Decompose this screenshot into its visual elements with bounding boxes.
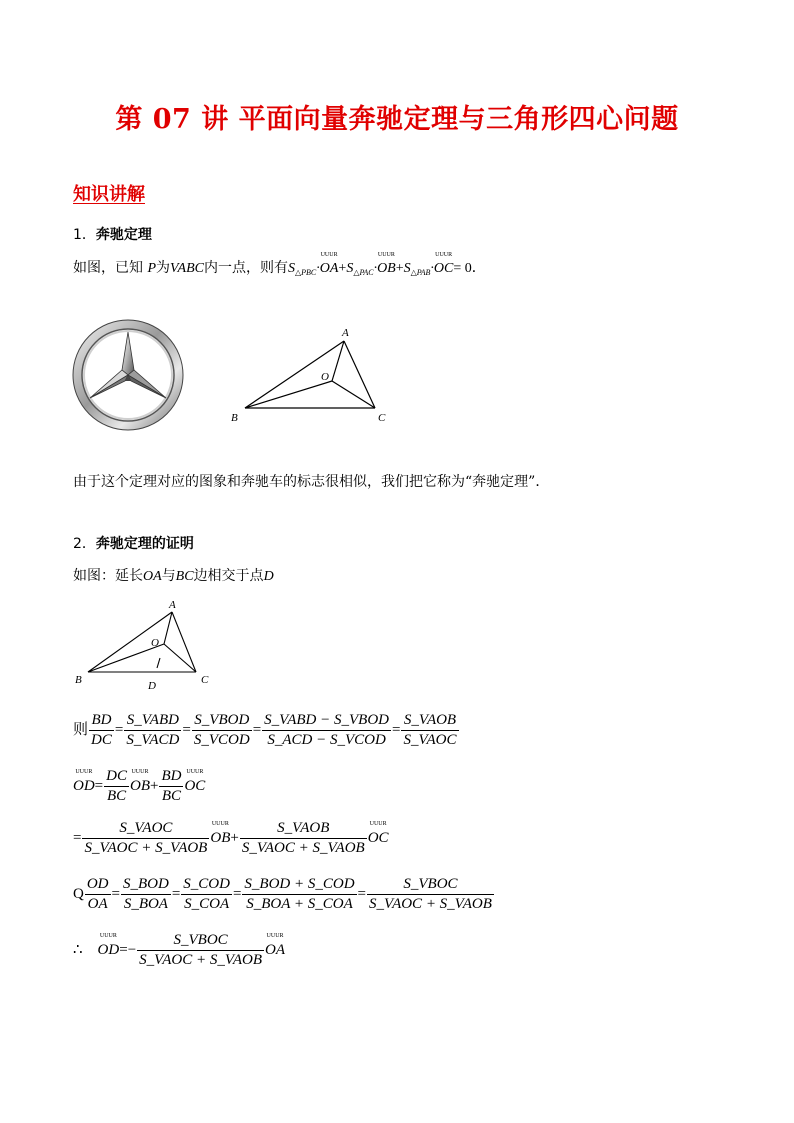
formula-plus1: +	[338, 261, 347, 276]
frac-num: S_VAOB	[240, 820, 367, 839]
frac-den: S_BOA	[123, 896, 168, 912]
proof-line-1: 则 $\frac{BD}{DC}$ = $\frac{\text{S\_VABD}}{\text{S\_VACD}}$ = $\frac{\text{S\_VBOD}}{\text{S\_VCOD}}$ = $\frac{\text{S\_VABD − S\_VBOD}}{\text{S\_ACD − S\_VCOD}}$ = $\frac{\text{S\_VAOB}}{\text{S\_VAOC}}$	[73, 712, 457, 748]
proof3-frac1	[82, 820, 209, 857]
formula-vec-oc: UUUR OC	[434, 261, 453, 277]
frac-num: BD	[89, 712, 114, 731]
item2-bc: BC	[175, 569, 194, 584]
proof1-frac3	[192, 712, 252, 749]
proof5-lhs: UUUR OD	[98, 942, 120, 959]
frac-den: DC	[91, 732, 112, 748]
fig2-label-d: D	[148, 680, 156, 692]
proof-line-3: = $\frac{\text{S\_VAOC}}{\text{S\_VAOC + S\_VAOB}}$ UUUR OB+ $\frac{\text{S\_VAOB}}{\text{S\_VAOC + S\_VAOB}}$ UUUR OC	[73, 820, 389, 857]
proof4-frac3	[181, 876, 232, 913]
proof4-frac2	[121, 876, 171, 913]
frac-den: S_VAOC	[403, 732, 457, 748]
proof-line-4: Q $\frac{OD}{OA}$ = $\frac{\text{S\_BOD}}{\text{S\_BOA}}$ = $\frac{\text{S\_COD}}{\text{S\_COA}}$ = $\frac{\text{S\_BOD + S\_COD}}{\text{S\_BOA + S\_COA}}$ = $\frac{\text{S\_VBOC}}{\text{S\_VAOC + S\_VAOB}}$	[73, 876, 492, 912]
proof2-lhs: UUUR OD	[73, 778, 95, 795]
proof4-frac5	[367, 876, 494, 913]
item2-text-suffix: 边相交于点	[193, 568, 264, 584]
item1-heading	[73, 224, 152, 244]
frac-den: BC	[161, 788, 182, 804]
formula-end: ．	[471, 260, 486, 276]
frac-num: S_VAOC	[82, 820, 209, 839]
frac-num: DC	[104, 768, 129, 787]
item2-title: 奔驰定理的证明	[95, 536, 194, 552]
frac-den: S_VAOC + S_VAOB	[84, 840, 208, 856]
item2-d: D	[263, 569, 274, 584]
fig2-label-o: O	[151, 637, 159, 649]
proof1-frac5	[401, 712, 458, 749]
proof5-minus: −	[127, 941, 137, 958]
fig1-label-b: B	[231, 412, 238, 424]
frac-num: S_BOD + S_COD	[242, 876, 356, 895]
formula-s3-sub: △PAB	[410, 268, 431, 277]
frac-den: S_VAOC + S_VAOB	[369, 896, 492, 912]
formula-vec-oa: UUUR OA	[320, 261, 339, 277]
item1-text-mid1: 为	[156, 260, 171, 276]
proof-line-5: ∴ UUUR OD=− $\frac{\text{S\_VBOC}}{\text{S\_VAOC + S\_VAOB}}$ UUUR OA	[73, 932, 285, 969]
proof-line-2: UUUR OD= $\frac{DC}{BC}$ UUUR OB+ $\frac{BD}{BC}$ UUUR OC	[73, 768, 205, 805]
item2-oa: OA	[143, 569, 162, 584]
proof3-vec1: UUUR OB	[210, 830, 230, 847]
item1-formula: $S_{\triangle PBC}\cdot UUUR$ $OA+S_{\triangle PAC}\cdot UUUR$ $OB+S_{\triangle PAB}\cdot UUUR$ OC= 0	[288, 261, 472, 276]
frac-num: S_VBOC	[137, 932, 264, 951]
formula-s1: S	[287, 261, 295, 276]
proof1-frac1	[89, 712, 114, 749]
frac-num: S_VABD	[124, 712, 181, 731]
proof1-frac2	[124, 712, 181, 749]
proof4-frac4	[242, 876, 356, 913]
fig2-label-c: C	[201, 674, 209, 686]
item2-number: 2．	[73, 536, 96, 552]
frac-den: S_BOA + S_COA	[246, 896, 353, 912]
proof2-frac2	[159, 768, 183, 805]
item1-statement	[73, 257, 486, 277]
frac-num: S_COD	[181, 876, 232, 895]
formula-eq-zero: = 0	[453, 261, 472, 276]
item2-heading	[73, 533, 194, 553]
mercedes-logo	[70, 318, 188, 432]
item1-point-p: P	[147, 261, 157, 276]
fig1-label-a: A	[342, 327, 349, 339]
fig1-label-o: O	[321, 371, 329, 383]
item1-note: 由于这个定理对应的图象和奔驰车的标志很相似，我们把它称为“奔驰定理”．	[73, 474, 550, 490]
frac-num: S_VAOB	[401, 712, 458, 731]
formula-s3: S	[403, 261, 411, 276]
proof3-frac2	[240, 820, 367, 857]
frac-den: S_VCOD	[193, 732, 250, 748]
item1-title: 奔驰定理	[95, 227, 152, 243]
frac-num: S_VBOC	[367, 876, 494, 895]
formula-plus2: +	[395, 261, 404, 276]
proof2-frac1	[104, 768, 129, 805]
formula-vec-ob: UUUR OB	[377, 261, 396, 277]
proof5-vec1: UUUR OA	[265, 942, 285, 959]
item1-triangle: VABC	[170, 261, 204, 276]
section-heading: 知识讲解	[73, 184, 145, 205]
proof2-vec1: UUUR OB	[130, 778, 150, 795]
frac-den: S_VAOC + S_VAOB	[241, 840, 365, 856]
formula-s2: S	[346, 261, 354, 276]
frac-num: S_BOD	[121, 876, 171, 895]
frac-den: S_VACD	[126, 732, 180, 748]
item2-text-mid: 与	[161, 568, 176, 584]
item1-text-mid2: 内一点，则有	[203, 260, 288, 276]
fig1-label-c: C	[378, 412, 386, 424]
item2-statement	[73, 565, 274, 585]
proof5-frac1	[137, 932, 264, 969]
frac-den: BC	[106, 788, 127, 804]
proof2-vec2: UUUR OC	[184, 778, 205, 795]
frac-den: OA	[87, 896, 108, 912]
frac-num: S_VBOD	[192, 712, 252, 731]
formula-s2-sub: △PAC	[353, 268, 374, 277]
fig2-label-a: A	[169, 599, 176, 611]
frac-den: S_VAOC + S_VAOB	[139, 952, 263, 968]
item1-text-prefix: 如图，已知	[73, 260, 143, 276]
item1-number: 1．	[73, 227, 96, 243]
fig2-label-b: B	[75, 674, 82, 686]
frac-num: S_VABD − S_VBOD	[262, 712, 391, 731]
figure2-triangle	[70, 598, 220, 694]
figure1-triangle	[225, 322, 395, 426]
frac-den: S_COA	[184, 896, 230, 912]
page-title: 第 07 讲 平面向量奔驰定理与三角形四心问题	[115, 104, 679, 135]
frac-num: BD	[159, 768, 183, 787]
frac-den: S_ACD − S_VCOD	[267, 732, 386, 748]
frac-num: OD	[85, 876, 111, 895]
proof1-lead: 则	[73, 721, 89, 738]
proof1-frac4	[262, 712, 391, 749]
proof3-vec2: UUUR OC	[368, 830, 389, 847]
proof4-frac1	[85, 876, 111, 913]
formula-s1-sub: △PBC	[294, 268, 317, 277]
proof5-lead: ∴	[73, 941, 83, 958]
item2-text-prefix: 如图：延长	[73, 568, 143, 584]
proof4-lead: Q	[73, 885, 84, 902]
